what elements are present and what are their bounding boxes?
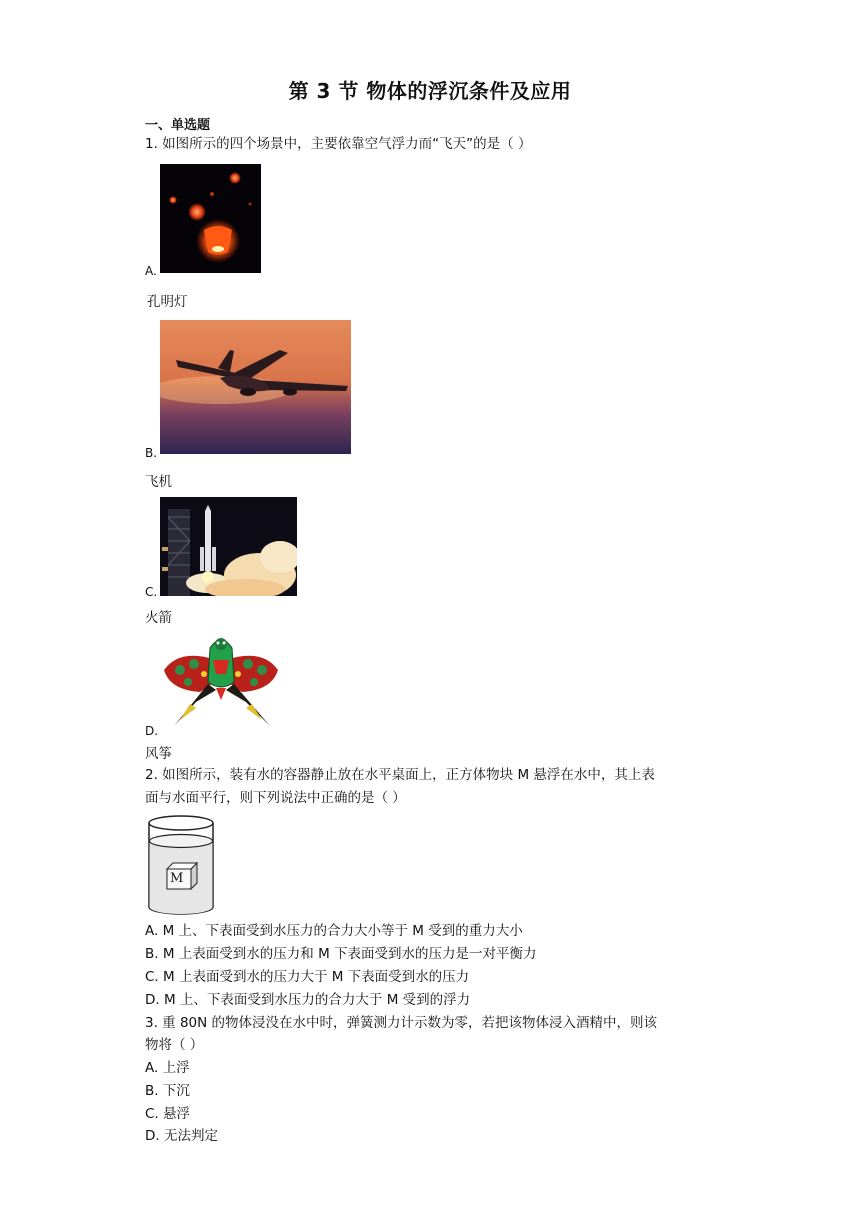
q2-option-b: B. M 上表面受到水的压力和 M 下表面受到水的压力是一对平衡力 [145,946,537,962]
cube-m-label: M [170,871,184,886]
rocket-image [160,497,297,596]
option-d-letter: D. [145,724,159,738]
q3-stem-line2: 物将（ ） [145,1037,204,1053]
q2-option-a: A. M 上、下表面受到水压力的合力大小等于 M 受到的重力大小 [145,923,523,939]
section-heading: 一、单选题 [145,118,211,133]
q3-option-b: B. 下沉 [145,1083,190,1099]
option-c-caption: 火箭 [145,610,172,626]
option-b-letter: B. [145,446,158,460]
q1-stem: 1. 如图所示的四个场景中，主要依靠空气浮力而“飞天”的是（ ） [145,136,532,152]
option-a-letter: A. [145,264,157,278]
q2-option-c: C. M 上表面受到水的压力大于 M 下表面受到水的压力 [145,969,470,985]
option-c-letter: C. [145,585,158,599]
sky-lantern-image [160,164,261,273]
option-a-caption: 孔明灯 [147,294,188,310]
airplane-image [160,320,351,454]
container-diagram [145,813,217,919]
q2-option-d: D. M 上、下表面受到水压力的合力大于 M 受到的浮力 [145,992,471,1008]
q3-stem-line1: 3. 重 80N 的物体浸没在水中时，弹簧测力计示数为零，若把该物体浸入酒精中，则该 [145,1015,658,1031]
option-d-caption: 风筝 [145,746,172,762]
q3-option-a: A. 上浮 [145,1060,190,1076]
page-title: 第 3 节 物体的浮沉条件及应用 [288,79,572,103]
q3-option-c: C. 悬浮 [145,1106,191,1122]
q3-option-d: D. 无法判定 [145,1128,218,1144]
option-b-caption: 飞机 [145,474,172,490]
kite-image [160,630,282,732]
q2-stem-line2: 面与水面平行，则下列说法中正确的是（ ） [145,790,406,806]
q2-stem-line1: 2. 如图所示，装有水的容器静止放在水平桌面上，正方体物块 M 悬浮在水中，其上表 [145,767,655,783]
